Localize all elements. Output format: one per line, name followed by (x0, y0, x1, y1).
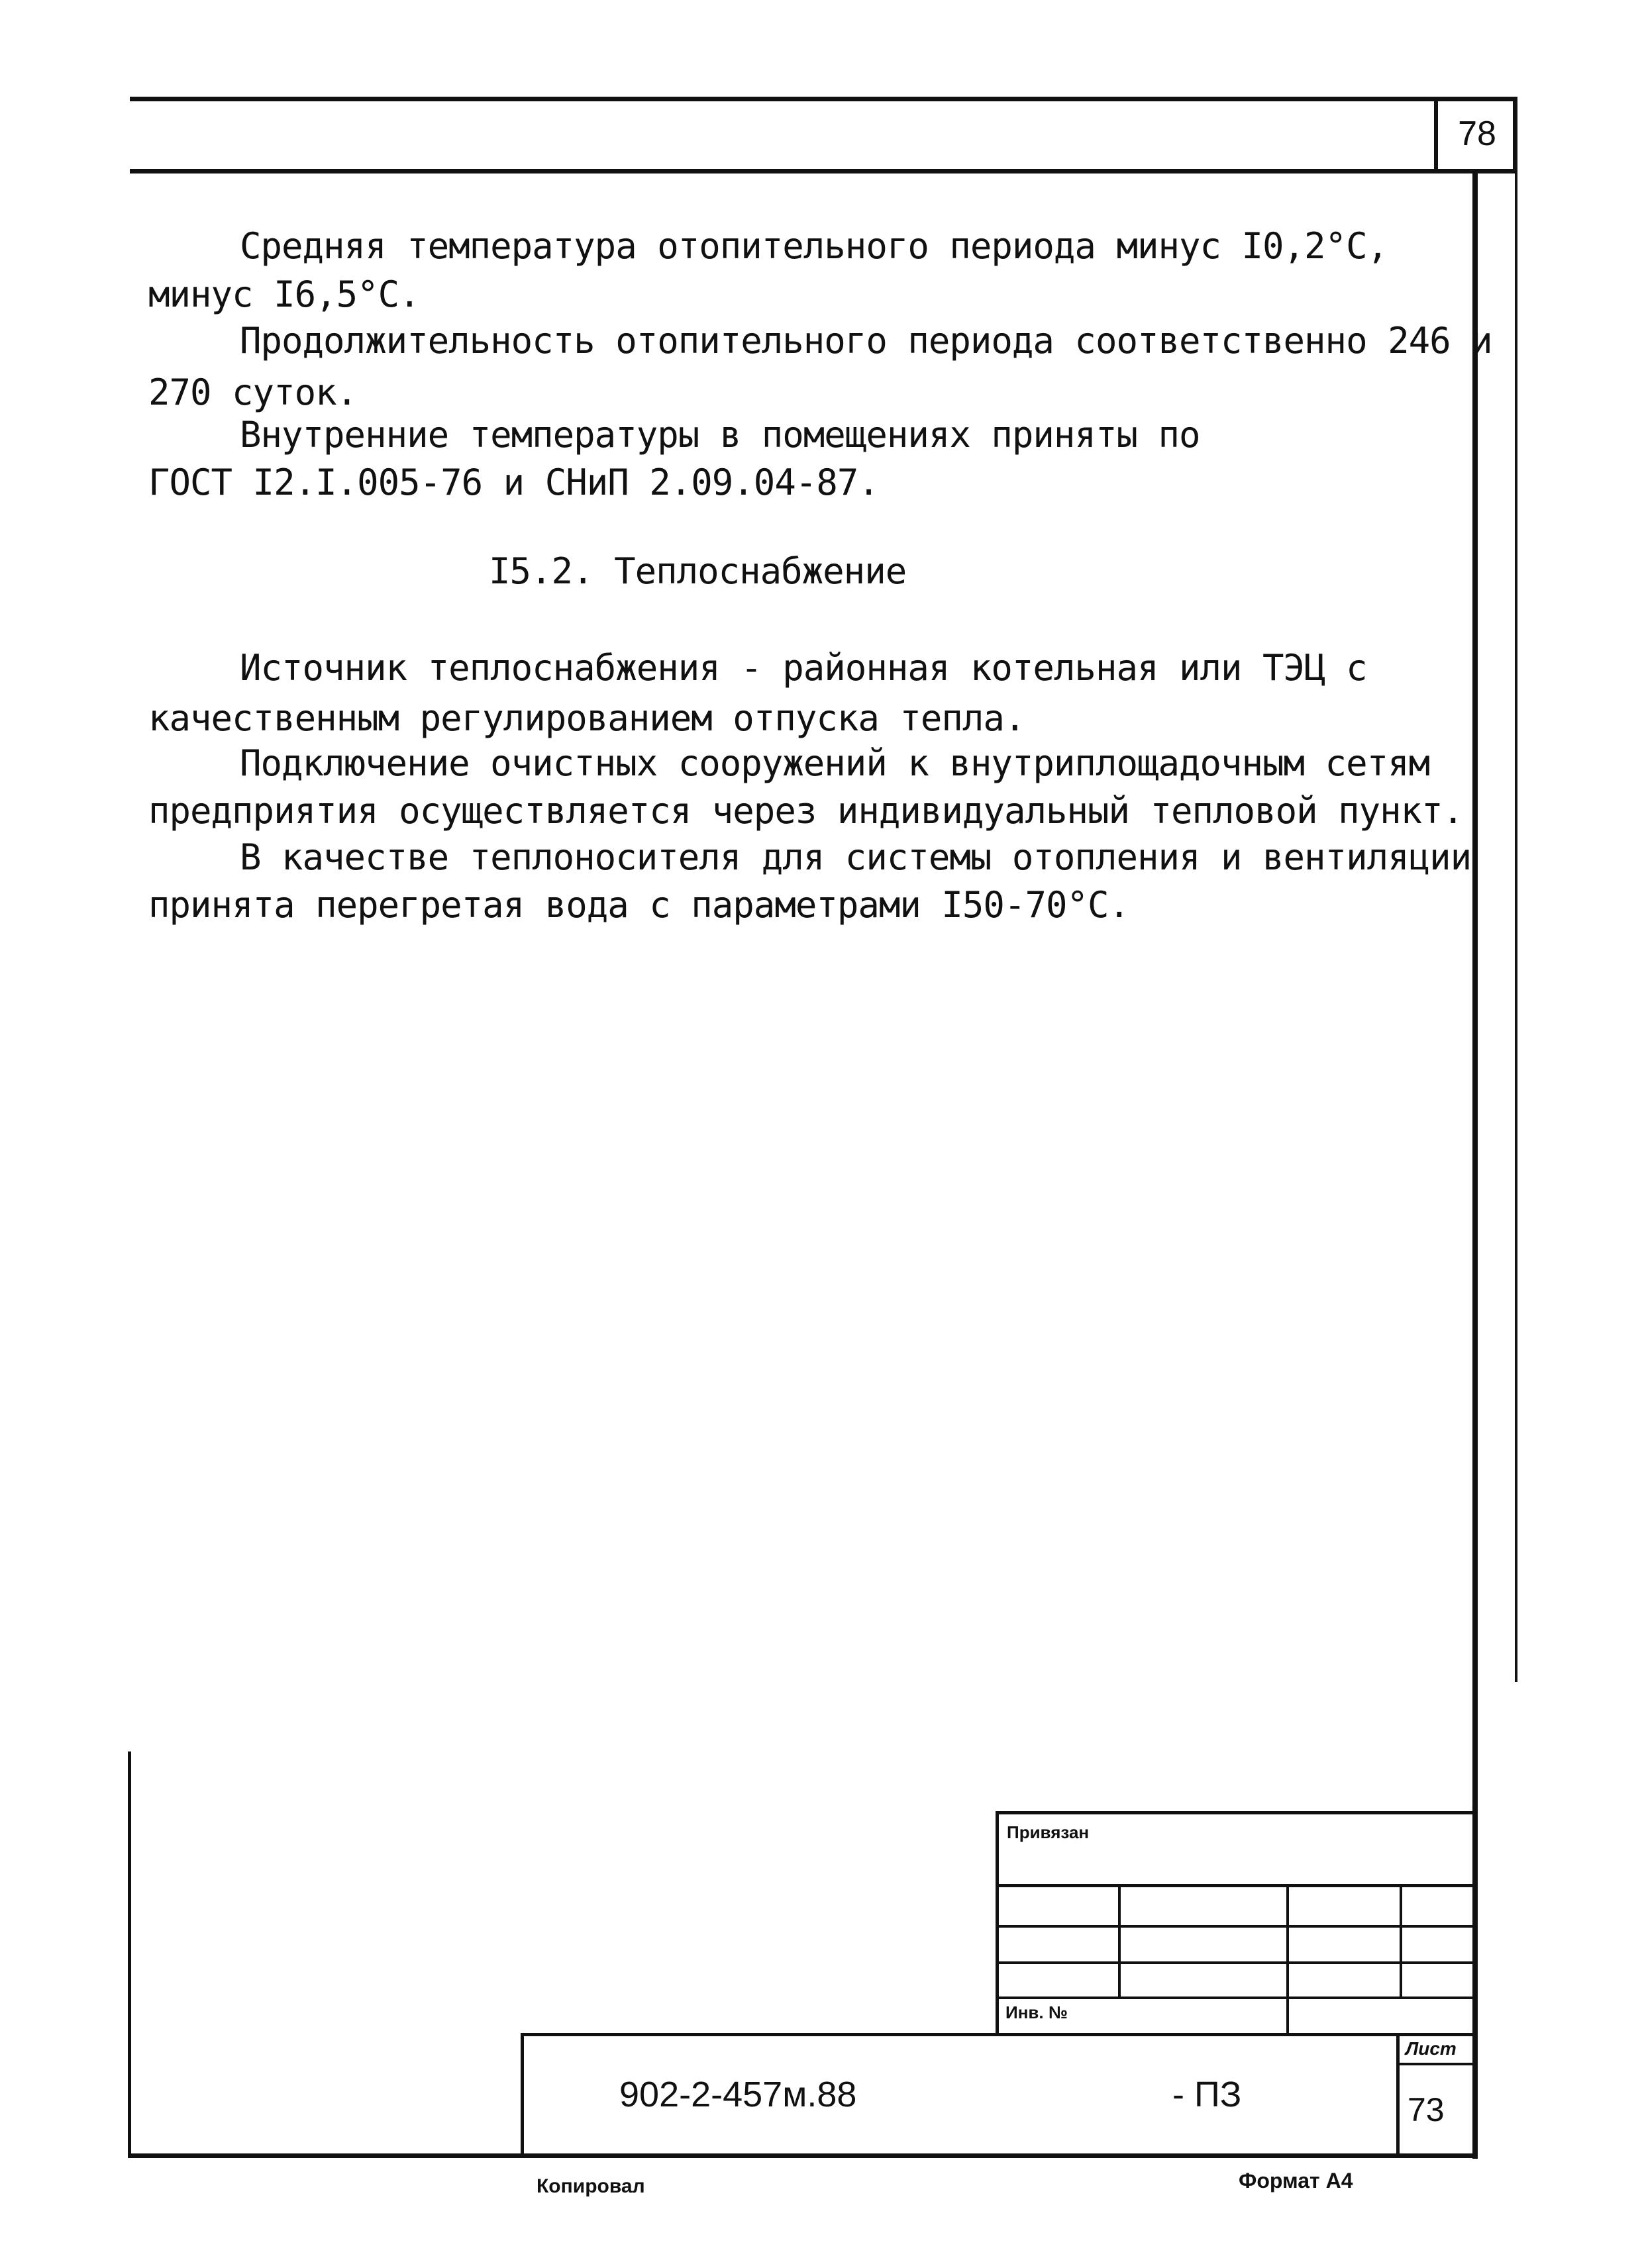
frame-left-stub (128, 1751, 131, 2157)
stamp-left-line (996, 1811, 999, 2036)
para5-line1: Подключение очистных сооружений к внутриплощадочным сетям (240, 742, 1430, 784)
document-code: 902-2-457м.88 (619, 2075, 857, 2114)
code-block-left-line (521, 2033, 524, 2157)
para2-line2: 270 суток. (148, 371, 358, 413)
sheet-number: 73 (1408, 2091, 1445, 2128)
section-heading: I5.2. Теплоснабжение (489, 550, 907, 592)
page-number-box-right (1513, 97, 1517, 172)
copied-label: Копировал (537, 2175, 645, 2197)
para4-line1: Источник теплоснабжения - районная котельная или ТЭЦ с (240, 647, 1367, 689)
para2-line1: Продолжительность отопительного периода соответственно 246 и (240, 320, 1492, 362)
stamp-row-line-2 (996, 1925, 1475, 1928)
stamp-row-line-3 (996, 1961, 1475, 1964)
sheet-label: Лист (1406, 2038, 1457, 2059)
para6-line2: принята перегретая вода с параметрами I50-70°С. (148, 884, 1130, 926)
inv-label: Инв. № (1005, 2002, 1068, 2022)
para1-line1: Средняя температура отопительного периода минус I0,2°С, (240, 225, 1388, 267)
code-block-top-line (521, 2033, 1475, 2036)
stamp-col-line-1 (1118, 1884, 1121, 1998)
para3-line1: Внутренние температуры в помещениях приняты по (240, 414, 1200, 456)
document-suffix: - ПЗ (1172, 2075, 1242, 2114)
para4-line2: качественным регулированием отпуска тепла. (148, 697, 1025, 739)
sheet-label-bottom-line (1396, 2063, 1475, 2065)
para5-line2: предприятия осуществляется через индивидуальный тепловой пункт. (148, 790, 1464, 832)
stamp-col-line-2 (1286, 1884, 1289, 2035)
stamp-top-line (996, 1811, 1475, 1814)
sheet-col-left-line (1396, 2033, 1400, 2157)
para1-line2: минус I6,5°С. (148, 273, 420, 315)
privyazan-label: Привязан (1007, 1822, 1090, 1842)
format-label: Формат А4 (1239, 2169, 1353, 2193)
stamp-col-line-3 (1400, 1884, 1402, 1998)
frame-bottom-line (128, 2153, 1478, 2158)
para3-line2: ГОСТ I2.I.005-76 и СНиП 2.09.04-87. (148, 462, 879, 503)
stamp-row-line-1 (996, 1884, 1475, 1887)
page-number-box-left (1434, 97, 1438, 171)
frame-header-bottom-line (130, 169, 1517, 173)
para6-line1: В качестве теплоносителя для системы отопления и вентиляции (240, 836, 1472, 878)
frame-outer-right-line (1515, 171, 1517, 1682)
page-number: 78 (1458, 115, 1496, 153)
frame-right-line (1472, 169, 1478, 2159)
frame-top-line (130, 97, 1515, 101)
stamp-row-line-4 (996, 1997, 1475, 1999)
